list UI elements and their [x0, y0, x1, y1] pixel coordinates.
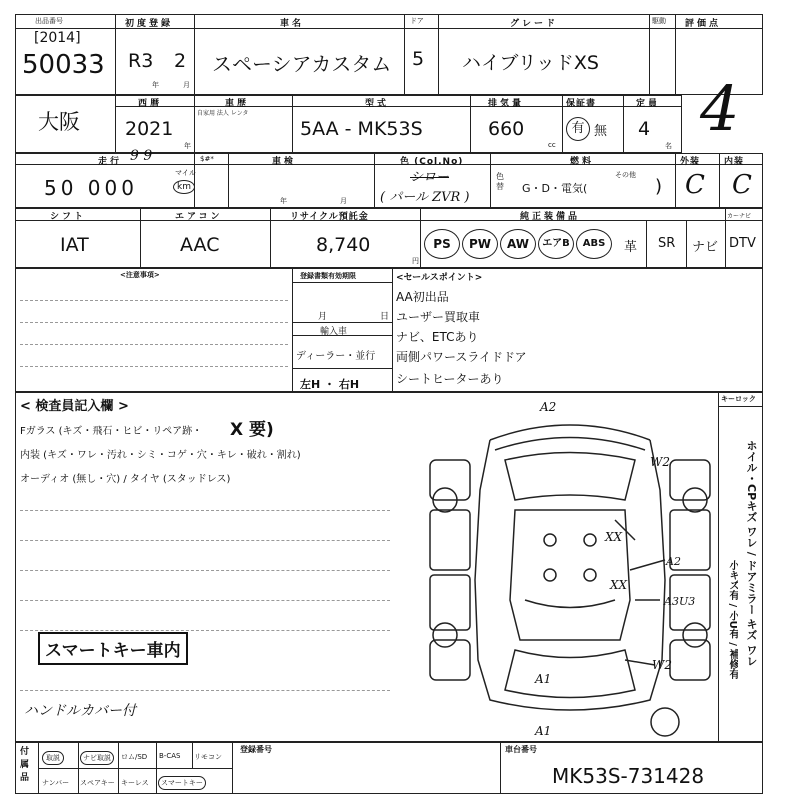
sales-point: AA初出品: [396, 290, 449, 304]
displacement: 660: [488, 118, 525, 140]
equip-pw: PW: [462, 229, 498, 259]
door-count: 5: [412, 48, 425, 70]
damage-mark: XX: [605, 530, 623, 544]
model: 5AA - MK53S: [300, 118, 423, 140]
sales-point: 両側パワースライドドア: [396, 350, 527, 364]
damage-mark: XX: [610, 578, 628, 592]
exterior-grade: C: [685, 170, 705, 200]
door-label: ドア: [410, 17, 424, 25]
equip-airbag: エアB: [538, 229, 574, 259]
car-diagram: [420, 400, 720, 740]
mileage: 50 000: [44, 176, 138, 200]
first-reg-label: 初度登録: [125, 19, 174, 29]
lot-year-tag: [2014]: [34, 30, 81, 46]
aircon: AAC: [180, 234, 220, 256]
km-circle: km: [173, 180, 195, 194]
color-strike: シロー: [410, 170, 450, 185]
damage-mark: W2: [650, 455, 670, 469]
region: 大阪: [38, 110, 80, 134]
first-reg-era: R3: [128, 50, 154, 72]
side-legend: ホイル・CPキズ ワレ / ドアミラー キズ ワレ: [745, 440, 758, 667]
notes-frame: [15, 268, 763, 392]
sales-point: ナビ、ETCあり: [396, 330, 479, 344]
car-name-label: 車名: [280, 19, 305, 29]
equip-aw: AW: [500, 229, 536, 259]
sales-point: ユーザー買取車: [396, 310, 481, 324]
color-value: ( パール ZVR ): [380, 190, 470, 205]
handwritten-note: ハンドルカバー付: [24, 703, 136, 719]
equip-ps: PS: [424, 229, 460, 259]
sales-point: シートヒーターあり: [396, 372, 504, 386]
lot-label: 出品番号: [35, 17, 63, 25]
interior-grade: C: [732, 170, 752, 200]
damage-mark: A2: [540, 400, 557, 414]
car-name: スペーシアカスタム: [212, 52, 392, 76]
recycle-fee: 8,740: [316, 234, 371, 256]
inspector-title: < 検査員記入欄 >: [20, 399, 129, 414]
score-label: 評価点: [685, 19, 722, 29]
lot-number: 50033: [22, 50, 105, 80]
drive-label: 駆動: [652, 17, 666, 25]
chassis-number: MK53S-731428: [552, 764, 705, 788]
first-reg-month: 2: [174, 50, 187, 72]
damage-mark: A1: [535, 724, 552, 738]
grade-label: グレード: [510, 19, 559, 29]
warranty-yes-circle: 有: [566, 117, 590, 141]
side-legend-2: 小キズ有 / 小U有 / 補修有: [727, 560, 738, 680]
fuel-options: G・D・電気(: [522, 182, 588, 195]
damage-mark: A1: [535, 672, 552, 686]
damage-mark: A2: [666, 555, 681, 568]
year: 2021: [125, 118, 174, 140]
row4-frame: [15, 208, 763, 268]
damage-mark: W2: [652, 658, 672, 672]
capacity: 4: [638, 118, 651, 140]
equip-abs: ABS: [576, 229, 612, 259]
damage-mark: A3U3: [664, 595, 696, 608]
mileage-handwritten: 9 9: [130, 148, 153, 164]
score-value: 4: [700, 72, 740, 145]
shift: IAT: [60, 234, 89, 256]
grade: ハイブリッドXS: [462, 52, 599, 74]
smartkey-stamp: スマートキー車内: [38, 632, 188, 665]
